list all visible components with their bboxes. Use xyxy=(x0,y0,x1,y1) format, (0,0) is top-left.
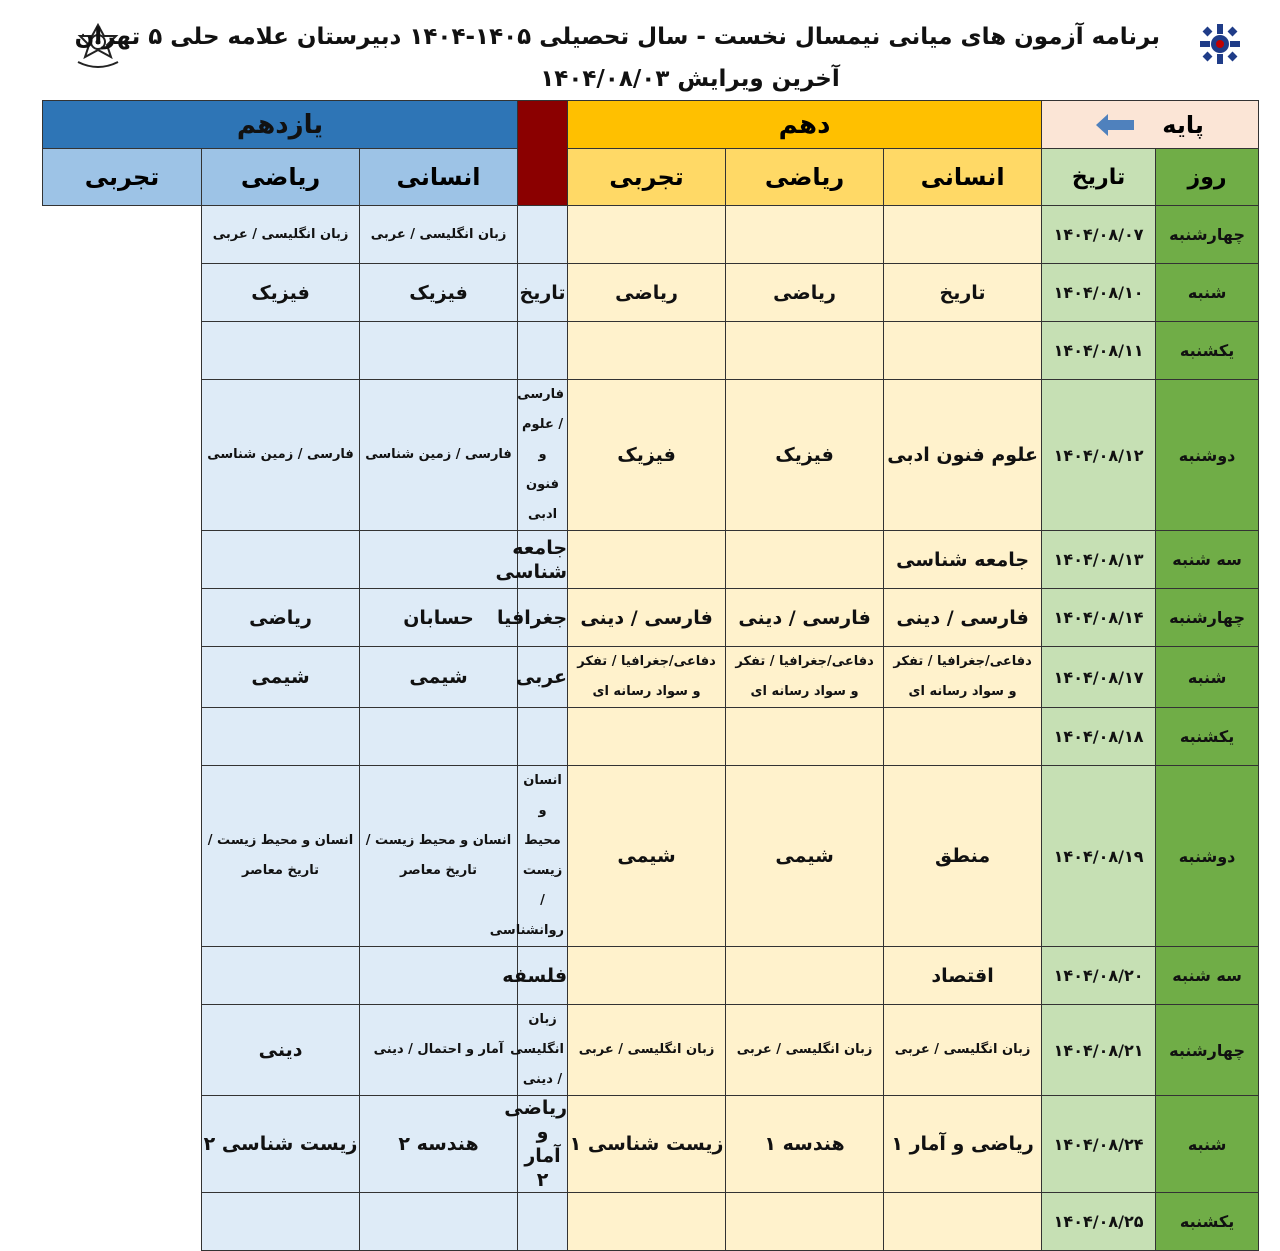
yazdahom-riazi-cell-text: فیزیک xyxy=(409,281,468,304)
day-cell xyxy=(1156,206,1259,264)
dahom-ensani-cell xyxy=(884,766,1042,947)
column-header-row xyxy=(43,149,1259,206)
dahom-ensani-cell xyxy=(884,322,1042,380)
dahom-ensani-cell-text: فارسی / دینی xyxy=(896,606,1029,629)
dahom-tajrobi-cell xyxy=(568,1193,726,1251)
day-cell-text: چهارشنبه xyxy=(1169,1040,1245,1060)
dahom-tajrobi-cell xyxy=(568,947,726,1005)
yazdahom-tajrobi-cell-text: زبان انگلیسی / عربی xyxy=(212,226,349,242)
date-cell-text: ۱۴۰۴/۰۸/۰۷ xyxy=(1053,225,1144,244)
table-row xyxy=(43,589,1259,647)
yazdahom-tajrobi-cell-text: ریاضی xyxy=(249,606,312,629)
dahom-ensani-cell xyxy=(884,380,1042,531)
dahom-ensani-cell-text: دفاعی/جغرافیا / تفکر و سواد رسانه ای xyxy=(893,654,1032,699)
date-cell-text: ۱۴۰۴/۰۸/۱۹ xyxy=(1053,846,1144,866)
dahom-ensani-cell-text: جامعه شناسی xyxy=(896,548,1030,571)
day-cell-text: شنبه xyxy=(1187,1134,1227,1154)
yazdahom-ensani-cell xyxy=(515,647,568,708)
yazdahom-tajrobi-cell-text: شیمی xyxy=(251,666,310,688)
yazdahom-ensani-cell xyxy=(496,589,568,647)
day-cell-text: دوشنبه xyxy=(1178,445,1236,465)
dahom-riazi-cell-text: دفاعی/جغرافیا / تفکر و سواد رسانه ای xyxy=(735,654,874,699)
yazdahom-ensani-cell-text: جغرافیا xyxy=(496,606,568,629)
yazdahom-tajrobi-cell xyxy=(202,206,360,264)
schedule-body xyxy=(43,206,1259,1251)
yazdahom-tajrobi-cell xyxy=(202,1193,360,1251)
table-row xyxy=(43,380,1259,531)
table-row xyxy=(43,1193,1259,1251)
dahom-riazi-cell xyxy=(726,1096,884,1193)
dahom-tajrobi-cell xyxy=(568,708,726,766)
exam-schedule-table xyxy=(42,100,1259,1251)
yazdahom-ensani-cell xyxy=(518,380,568,531)
dahom-ensani-cell-text: اقتصاد xyxy=(931,964,994,987)
yazdahom-riazi-cell xyxy=(360,322,518,380)
paye-label: پایه xyxy=(1162,110,1204,139)
date-cell xyxy=(1042,647,1156,708)
date-cell xyxy=(1042,206,1156,264)
day-cell xyxy=(1156,1096,1259,1193)
yazdahom-ensani-cell-text: فارسی / علوم و فنون ادبی xyxy=(517,387,565,522)
yazdahom-riazi-cell-text: فارسی / زمین شناسی xyxy=(365,447,512,462)
dahom-ensani-cell xyxy=(884,947,1042,1005)
yazdahom-tajrobi-cell-text: انسان و محیط زیست / تاریخ معاصر xyxy=(207,833,354,878)
page-title: برنامه آزمون های میانی نیمسال نخست - سال تحصیلی ۱۴۰۵-۱۴۰۴ دبیرستان علامه حلی ۵ تهران xyxy=(74,24,1160,50)
yazdahom-ensani-cell xyxy=(489,766,568,947)
yazdahom-ensani-cell-text: عربی xyxy=(515,666,568,688)
col-header-yazdahom-riazi: ریاضی xyxy=(202,149,360,206)
yazdahom-ensani-cell-text: جامعه شناسی xyxy=(495,536,568,583)
date-cell-text: ۱۴۰۴/۰۸/۱۷ xyxy=(1053,667,1144,687)
date-cell-text: ۱۴۰۴/۰۸/۲۴ xyxy=(1053,1134,1144,1154)
dahom-tajrobi-cell-text: زبان انگلیسی / عربی xyxy=(578,1042,715,1057)
dahom-riazi-cell xyxy=(726,531,884,589)
day-cell xyxy=(1156,264,1259,322)
dahom-riazi-cell-text: زبان انگلیسی / عربی xyxy=(736,1042,873,1057)
yazdahom-ensani-cell xyxy=(504,1096,568,1193)
dahom-ensani-cell-text: تاریخ xyxy=(939,281,986,304)
section-header-row xyxy=(43,101,1259,149)
yazdahom-riazi-cell-text: آمار و احتمال / دینی xyxy=(373,1042,504,1057)
dahom-tajrobi-cell xyxy=(568,206,726,264)
yazdahom-ensani-cell-text: ریاضی و آمار ۲ xyxy=(504,1097,568,1191)
day-cell-text: شنبه xyxy=(1187,667,1227,687)
yazdahom-tajrobi-cell xyxy=(202,647,360,708)
dahom-ensani-cell-text: زبان انگلیسی / عربی xyxy=(894,1042,1031,1057)
yazdahom-tajrobi-cell xyxy=(202,264,360,322)
yazdahom-riazi-cell xyxy=(360,589,518,647)
yazdahom-ensani-cell xyxy=(518,264,568,322)
yazdahom-ensani-cell xyxy=(510,1005,568,1096)
table-row xyxy=(43,1096,1259,1193)
day-cell xyxy=(1156,531,1259,589)
date-cell xyxy=(1042,531,1156,589)
day-cell-text: دوشنبه xyxy=(1178,846,1236,866)
date-cell-text: ۱۴۰۴/۰۸/۱۴ xyxy=(1053,608,1144,627)
table-row xyxy=(43,947,1259,1005)
day-cell-text: چهارشنبه xyxy=(1169,608,1245,627)
yazdahom-tajrobi-cell xyxy=(202,322,360,380)
yazdahom-tajrobi-cell-text: زیست شناسی ۲ xyxy=(203,1133,358,1155)
dahom-tajrobi-cell xyxy=(568,531,726,589)
date-cell xyxy=(1042,1096,1156,1193)
dahom-tajrobi-cell xyxy=(568,1005,726,1096)
table-row xyxy=(43,206,1259,264)
dahom-tajrobi-cell-text: فیزیک xyxy=(617,444,676,466)
table-row xyxy=(43,264,1259,322)
day-cell-text: یکشنبه xyxy=(1179,727,1235,746)
dahom-ensani-cell xyxy=(884,264,1042,322)
date-cell-text: ۱۴۰۴/۰۸/۱۰ xyxy=(1053,283,1144,302)
dahom-riazi-cell xyxy=(726,380,884,531)
section-dahom: دهم xyxy=(568,101,1042,149)
date-cell xyxy=(1042,947,1156,1005)
dahom-tajrobi-cell-text: فارسی / دینی xyxy=(580,606,713,629)
col-header-yazdahom-tajrobi: تجربی xyxy=(43,149,202,206)
dahom-riazi-cell-text: شیمی xyxy=(775,845,834,867)
table-row xyxy=(43,708,1259,766)
date-cell xyxy=(1042,766,1156,947)
date-cell-text: ۱۴۰۴/۰۸/۱۸ xyxy=(1053,727,1144,746)
yazdahom-riazi-cell xyxy=(360,206,518,264)
dahom-tajrobi-cell xyxy=(568,647,726,708)
arrow-left-icon xyxy=(1096,114,1134,136)
date-cell-text: ۱۴۰۴/۰۸/۲۵ xyxy=(1053,1212,1144,1231)
page-header xyxy=(0,0,1280,100)
yazdahom-ensani-cell xyxy=(518,1193,568,1251)
day-cell xyxy=(1156,647,1259,708)
section-yazdahom: یازدهم xyxy=(43,101,518,149)
yazdahom-tajrobi-cell xyxy=(202,1096,360,1193)
col-header-dahom-riazi: ریاضی xyxy=(726,149,884,206)
date-cell xyxy=(1042,1005,1156,1096)
dahom-tajrobi-cell xyxy=(568,380,726,531)
col-header-dahom-ensani: انسانی xyxy=(884,149,1042,206)
dahom-ensani-cell xyxy=(884,531,1042,589)
dahom-tajrobi-cell xyxy=(568,766,726,947)
table-row xyxy=(43,531,1259,589)
dahom-riazi-cell xyxy=(726,264,884,322)
yazdahom-tajrobi-cell xyxy=(202,708,360,766)
dahom-riazi-cell xyxy=(726,589,884,647)
yazdahom-riazi-cell xyxy=(360,647,518,708)
yazdahom-tajrobi-cell-text: دینی xyxy=(258,1039,303,1061)
table-row xyxy=(43,322,1259,380)
dahom-ensani-cell xyxy=(884,1193,1042,1251)
date-cell-text: ۱۴۰۴/۰۸/۲۱ xyxy=(1053,1040,1144,1060)
dahom-riazi-cell-text: فیزیک xyxy=(775,444,834,466)
dahom-ensani-cell xyxy=(884,647,1042,708)
section-divider xyxy=(518,101,568,206)
yazdahom-ensani-cell xyxy=(518,322,568,380)
dahom-riazi-cell xyxy=(726,1193,884,1251)
dahom-ensani-cell-text: علوم فنون ادبی xyxy=(887,444,1038,466)
yazdahom-ensani-cell xyxy=(502,947,568,1005)
date-cell-text: ۱۴۰۴/۰۸/۱۱ xyxy=(1053,341,1144,360)
yazdahom-tajrobi-cell-text: فارسی / زمین شناسی xyxy=(207,447,354,462)
date-cell xyxy=(1042,1193,1156,1251)
day-cell xyxy=(1156,380,1259,531)
dahom-tajrobi-cell-text: شیمی xyxy=(617,845,676,867)
col-header-yazdahom-ensani: انسانی xyxy=(360,149,518,206)
dahom-ensani-cell xyxy=(884,589,1042,647)
dahom-riazi-cell-text: هندسه ۱ xyxy=(764,1133,845,1155)
dahom-tajrobi-cell xyxy=(568,322,726,380)
yazdahom-riazi-cell-text: انسان و محیط زیست / تاریخ معاصر xyxy=(365,833,512,878)
date-cell xyxy=(1042,322,1156,380)
paye-header xyxy=(1042,101,1259,149)
table-row xyxy=(43,766,1259,947)
yazdahom-tajrobi-cell xyxy=(202,766,360,947)
dahom-riazi-cell-text: فارسی / دینی xyxy=(738,606,871,629)
dahom-riazi-cell-text: ریاضی xyxy=(773,281,836,304)
yazdahom-riazi-cell-text: هندسه ۲ xyxy=(398,1133,479,1155)
table-row xyxy=(43,1005,1259,1096)
date-cell-text: ۱۴۰۴/۰۸/۲۰ xyxy=(1053,966,1144,985)
dahom-tajrobi-cell xyxy=(568,589,726,647)
yazdahom-ensani-cell-text: فلسفه xyxy=(502,964,568,987)
yazdahom-tajrobi-cell-text: فیزیک xyxy=(251,281,310,304)
yazdahom-ensani-cell xyxy=(518,206,568,264)
date-cell-text: ۱۴۰۴/۰۸/۱۳ xyxy=(1053,550,1144,569)
day-cell xyxy=(1156,766,1259,947)
dahom-riazi-cell xyxy=(726,206,884,264)
day-cell-text: سه شنبه xyxy=(1172,550,1242,569)
dahom-ensani-cell-text: منطق xyxy=(934,845,991,867)
yazdahom-ensani-cell-text: تاریخ xyxy=(519,281,566,304)
yazdahom-riazi-cell xyxy=(360,380,518,531)
dahom-riazi-cell xyxy=(726,647,884,708)
yazdahom-riazi-cell-text: حسابان xyxy=(403,606,474,629)
day-cell-text: سه شنبه xyxy=(1172,966,1242,985)
dahom-tajrobi-cell xyxy=(568,1096,726,1193)
date-cell xyxy=(1042,708,1156,766)
day-cell xyxy=(1156,589,1259,647)
date-cell xyxy=(1042,380,1156,531)
dahom-ensani-cell xyxy=(884,1005,1042,1096)
day-cell xyxy=(1156,322,1259,380)
dahom-tajrobi-cell-text: زیست شناسی ۱ xyxy=(569,1133,724,1155)
dahom-ensani-cell xyxy=(884,708,1042,766)
day-cell xyxy=(1156,1005,1259,1096)
yazdahom-riazi-cell xyxy=(360,1005,518,1096)
day-cell-text: یکشنبه xyxy=(1179,1212,1235,1231)
dahom-tajrobi-cell xyxy=(568,264,726,322)
yazdahom-ensani-cell-text: زبان انگلیسی / دینی xyxy=(510,1012,565,1087)
col-header-dahom-tajrobi: تجربی xyxy=(568,149,726,206)
yazdahom-tajrobi-cell xyxy=(202,1005,360,1096)
day-cell xyxy=(1156,708,1259,766)
yazdahom-ensani-cell-text: انسان و محیط زیست / روانشناسی xyxy=(489,773,565,938)
yazdahom-tajrobi-cell xyxy=(202,531,360,589)
day-cell xyxy=(1156,1193,1259,1251)
yazdahom-riazi-cell xyxy=(360,1096,518,1193)
yazdahom-riazi-cell xyxy=(360,708,518,766)
dahom-riazi-cell xyxy=(726,1005,884,1096)
col-header-date: تاریخ xyxy=(1042,149,1156,206)
day-cell-text: یکشنبه xyxy=(1179,341,1235,360)
date-cell-text: ۱۴۰۴/۰۸/۱۲ xyxy=(1053,445,1144,465)
last-edit-date: آخرین ویرایش ۱۴۰۴/۰۸/۰۳ xyxy=(540,66,840,92)
dahom-tajrobi-cell-text: دفاعی/جغرافیا / تفکر و سواد رسانه ای xyxy=(577,654,716,699)
date-cell xyxy=(1042,589,1156,647)
date-cell xyxy=(1042,264,1156,322)
dahom-ensani-cell xyxy=(884,206,1042,264)
yazdahom-riazi-cell-text: زبان انگلیسی / عربی xyxy=(370,226,507,242)
dahom-riazi-cell xyxy=(726,947,884,1005)
ministry-logo xyxy=(1170,22,1270,92)
day-cell xyxy=(1156,947,1259,1005)
dahom-ensani-cell xyxy=(884,1096,1042,1193)
yazdahom-riazi-cell-text: شیمی xyxy=(409,666,468,688)
day-cell-text: چهارشنبه xyxy=(1169,225,1245,244)
dahom-riazi-cell xyxy=(726,766,884,947)
yazdahom-riazi-cell xyxy=(360,1193,518,1251)
yazdahom-ensani-cell xyxy=(518,708,568,766)
yazdahom-riazi-cell xyxy=(360,947,518,1005)
yazdahom-tajrobi-cell xyxy=(202,947,360,1005)
yazdahom-ensani-cell xyxy=(495,531,568,589)
yazdahom-tajrobi-cell xyxy=(202,380,360,531)
yazdahom-tajrobi-cell xyxy=(202,589,360,647)
day-cell-text: شنبه xyxy=(1187,283,1227,302)
col-header-day: روز xyxy=(1156,149,1259,206)
dahom-riazi-cell xyxy=(726,322,884,380)
yazdahom-riazi-cell xyxy=(360,264,518,322)
dahom-ensani-cell-text: ریاضی و آمار ۱ xyxy=(891,1133,1034,1155)
dahom-tajrobi-cell-text: ریاضی xyxy=(615,281,678,304)
table-row xyxy=(43,647,1259,708)
dahom-riazi-cell xyxy=(726,708,884,766)
yazdahom-riazi-cell xyxy=(360,531,518,589)
